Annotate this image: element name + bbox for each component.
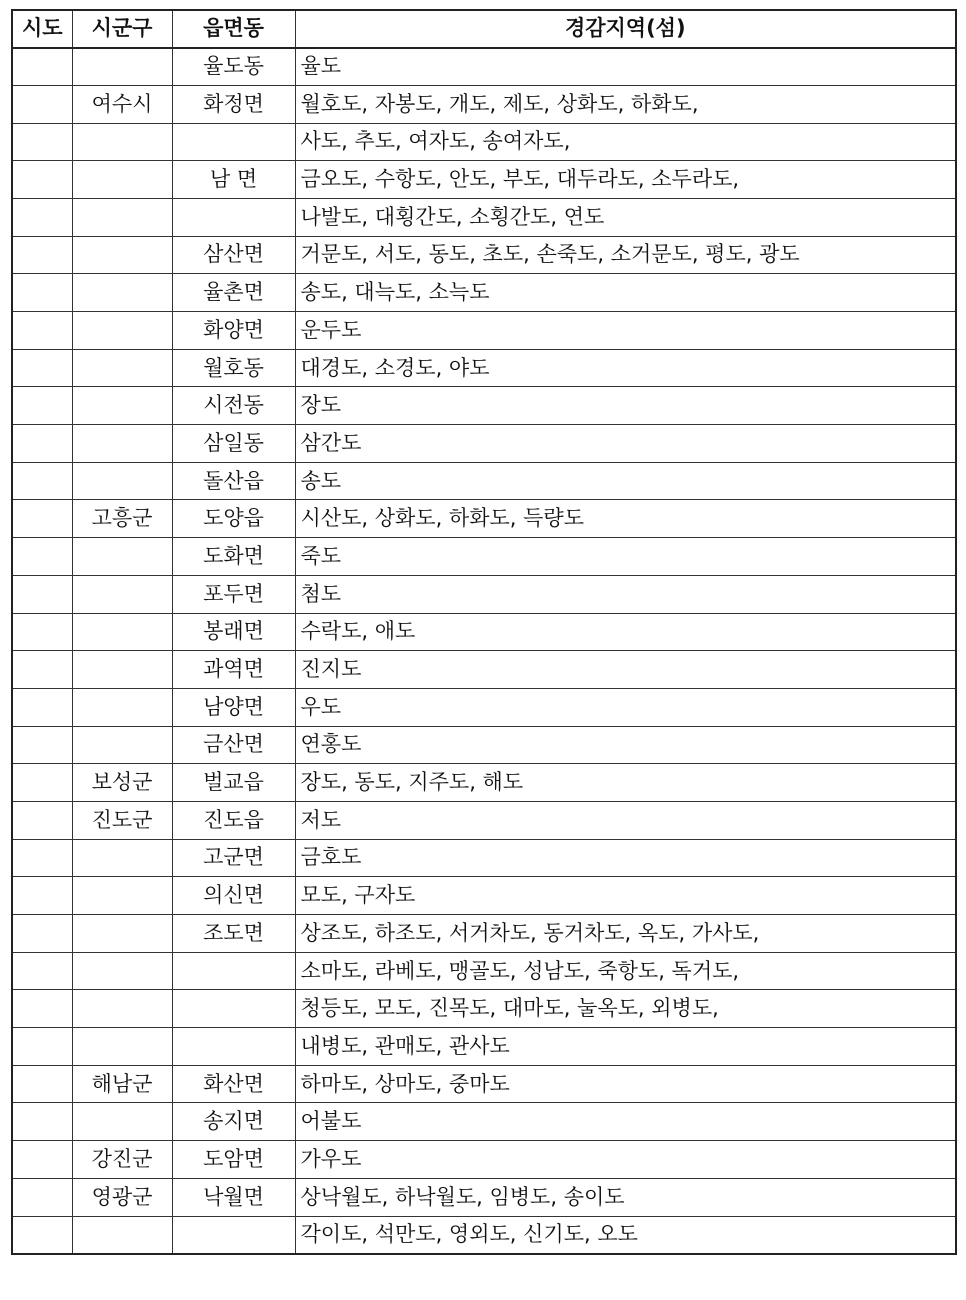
cell-sido bbox=[12, 1178, 72, 1216]
cell-sido bbox=[12, 349, 72, 387]
table-row bbox=[12, 915, 956, 953]
cell-eup: 도양읍 bbox=[172, 500, 295, 538]
cell-sigungu bbox=[72, 425, 172, 463]
table-row bbox=[12, 349, 956, 387]
cell-area: 율도 bbox=[295, 48, 956, 86]
cell-sido bbox=[12, 274, 72, 312]
cell-sigungu bbox=[72, 990, 172, 1028]
cell-eup: 남 면 bbox=[172, 161, 295, 199]
cell-eup: 낙월면 bbox=[172, 1178, 295, 1216]
table-body bbox=[12, 48, 956, 1254]
cell-eup: 의신면 bbox=[172, 877, 295, 915]
cell-eup: 남양면 bbox=[172, 688, 295, 726]
header-sido: 시도 bbox=[12, 10, 72, 48]
cell-sido bbox=[12, 839, 72, 877]
cell-sido bbox=[12, 312, 72, 350]
cell-area: 상조도, 하조도, 서거차도, 동거차도, 옥도, 가사도, bbox=[295, 915, 956, 953]
cell-sigungu bbox=[72, 161, 172, 199]
cell-area: 우도 bbox=[295, 688, 956, 726]
cell-eup: 포두면 bbox=[172, 575, 295, 613]
table-row bbox=[12, 990, 956, 1028]
cell-sigungu bbox=[72, 1216, 172, 1254]
table-row bbox=[12, 764, 956, 802]
cell-sido bbox=[12, 1103, 72, 1141]
cell-area: 송도 bbox=[295, 462, 956, 500]
cell-sigungu: 강진군 bbox=[72, 1141, 172, 1179]
cell-sigungu: 보성군 bbox=[72, 764, 172, 802]
cell-sido bbox=[12, 1141, 72, 1179]
cell-sigungu bbox=[72, 877, 172, 915]
table-row bbox=[12, 1178, 956, 1216]
table-row bbox=[12, 1028, 956, 1066]
table-row bbox=[12, 1065, 956, 1103]
cell-area: 내병도, 관매도, 관사도 bbox=[295, 1028, 956, 1066]
cell-area: 모도, 구자도 bbox=[295, 877, 956, 915]
cell-sido bbox=[12, 462, 72, 500]
cell-sigungu: 영광군 bbox=[72, 1178, 172, 1216]
cell-sigungu bbox=[72, 387, 172, 425]
table-header bbox=[12, 10, 956, 48]
cell-sido bbox=[12, 425, 72, 463]
cell-eup: 삼산면 bbox=[172, 236, 295, 274]
cell-sido bbox=[12, 764, 72, 802]
table-row bbox=[12, 236, 956, 274]
cell-area: 장도 bbox=[295, 387, 956, 425]
cell-sido bbox=[12, 161, 72, 199]
table-row bbox=[12, 312, 956, 350]
cell-sido bbox=[12, 1065, 72, 1103]
cell-eup: 도암면 bbox=[172, 1141, 295, 1179]
cell-eup: 진도읍 bbox=[172, 801, 295, 839]
cell-sigungu bbox=[72, 349, 172, 387]
cell-eup: 화산면 bbox=[172, 1065, 295, 1103]
table-row bbox=[12, 1103, 956, 1141]
cell-eup: 봉래면 bbox=[172, 613, 295, 651]
cell-eup: 조도면 bbox=[172, 915, 295, 953]
cell-area: 소마도, 라베도, 맹골도, 성남도, 죽항도, 독거도, bbox=[295, 952, 956, 990]
cell-sido bbox=[12, 726, 72, 764]
cell-sido bbox=[12, 613, 72, 651]
cell-eup: 화정면 bbox=[172, 85, 295, 123]
cell-sido bbox=[12, 651, 72, 689]
table-row bbox=[12, 198, 956, 236]
cell-area: 어불도 bbox=[295, 1103, 956, 1141]
cell-eup: 벌교읍 bbox=[172, 764, 295, 802]
cell-sido bbox=[12, 1216, 72, 1254]
cell-sido bbox=[12, 877, 72, 915]
table-row bbox=[12, 462, 956, 500]
cell-area: 대경도, 소경도, 야도 bbox=[295, 349, 956, 387]
cell-sido bbox=[12, 500, 72, 538]
cell-eup: 율도동 bbox=[172, 48, 295, 86]
header-eup: 읍면동 bbox=[172, 10, 295, 48]
cell-sigungu bbox=[72, 1103, 172, 1141]
cell-area: 운두도 bbox=[295, 312, 956, 350]
cell-area: 금오도, 수항도, 안도, 부도, 대두라도, 소두라도, bbox=[295, 161, 956, 199]
cell-sigungu bbox=[72, 915, 172, 953]
cell-eup: 월호동 bbox=[172, 349, 295, 387]
cell-eup: 돌산읍 bbox=[172, 462, 295, 500]
cell-area: 송도, 대늑도, 소늑도 bbox=[295, 274, 956, 312]
table-row bbox=[12, 952, 956, 990]
table-row bbox=[12, 1141, 956, 1179]
cell-sido bbox=[12, 688, 72, 726]
cell-sido bbox=[12, 538, 72, 576]
cell-sigungu: 진도군 bbox=[72, 801, 172, 839]
header-sigungu: 시군구 bbox=[72, 10, 172, 48]
cell-sido bbox=[12, 1028, 72, 1066]
cell-eup bbox=[172, 1216, 295, 1254]
cell-sigungu bbox=[72, 538, 172, 576]
cell-area: 상낙월도, 하낙월도, 임병도, 송이도 bbox=[295, 1178, 956, 1216]
cell-sigungu bbox=[72, 462, 172, 500]
cell-sido bbox=[12, 387, 72, 425]
cell-sido bbox=[12, 575, 72, 613]
cell-sigungu bbox=[72, 688, 172, 726]
cell-sido bbox=[12, 198, 72, 236]
cell-sigungu bbox=[72, 274, 172, 312]
cell-area: 청등도, 모도, 진목도, 대마도, 눌옥도, 외병도, bbox=[295, 990, 956, 1028]
cell-sigungu bbox=[72, 198, 172, 236]
cell-area: 진지도 bbox=[295, 651, 956, 689]
cell-sido bbox=[12, 123, 72, 161]
cell-sigungu bbox=[72, 839, 172, 877]
cell-area: 사도, 추도, 여자도, 송여자도, bbox=[295, 123, 956, 161]
cell-sido bbox=[12, 952, 72, 990]
cell-eup: 과역면 bbox=[172, 651, 295, 689]
cell-sido bbox=[12, 801, 72, 839]
cell-sido bbox=[12, 48, 72, 86]
table-row bbox=[12, 651, 956, 689]
cell-area: 하마도, 상마도, 중마도 bbox=[295, 1065, 956, 1103]
cell-area: 연홍도 bbox=[295, 726, 956, 764]
cell-area: 장도, 동도, 지주도, 해도 bbox=[295, 764, 956, 802]
cell-sigungu bbox=[72, 613, 172, 651]
table-row bbox=[12, 274, 956, 312]
cell-area: 월호도, 자봉도, 개도, 제도, 상화도, 하화도, bbox=[295, 85, 956, 123]
cell-sigungu: 고흥군 bbox=[72, 500, 172, 538]
island-region-table bbox=[11, 9, 957, 1255]
table-row bbox=[12, 425, 956, 463]
table-row bbox=[12, 688, 956, 726]
table-row bbox=[12, 123, 956, 161]
cell-area: 나발도, 대횡간도, 소횡간도, 연도 bbox=[295, 198, 956, 236]
cell-area: 죽도 bbox=[295, 538, 956, 576]
cell-eup: 화양면 bbox=[172, 312, 295, 350]
cell-eup: 도화면 bbox=[172, 538, 295, 576]
cell-eup: 율촌면 bbox=[172, 274, 295, 312]
table-row bbox=[12, 387, 956, 425]
cell-sigungu bbox=[72, 123, 172, 161]
cell-eup: 삼일동 bbox=[172, 425, 295, 463]
header-area: 경감지역(섬) bbox=[295, 10, 956, 48]
table-row bbox=[12, 161, 956, 199]
table-row bbox=[12, 48, 956, 86]
cell-sigungu bbox=[72, 1028, 172, 1066]
cell-sigungu bbox=[72, 726, 172, 764]
table-row bbox=[12, 575, 956, 613]
cell-sigungu bbox=[72, 575, 172, 613]
cell-eup: 고군면 bbox=[172, 839, 295, 877]
cell-area: 첨도 bbox=[295, 575, 956, 613]
cell-eup bbox=[172, 990, 295, 1028]
table-row bbox=[12, 613, 956, 651]
cell-sigungu bbox=[72, 236, 172, 274]
cell-eup: 송지면 bbox=[172, 1103, 295, 1141]
table-row bbox=[12, 839, 956, 877]
cell-area: 저도 bbox=[295, 801, 956, 839]
cell-sigungu bbox=[72, 952, 172, 990]
cell-area: 각이도, 석만도, 영외도, 신기도, 오도 bbox=[295, 1216, 956, 1254]
table-row bbox=[12, 85, 956, 123]
cell-sido bbox=[12, 990, 72, 1028]
table-row bbox=[12, 1216, 956, 1254]
cell-eup: 금산면 bbox=[172, 726, 295, 764]
cell-eup bbox=[172, 198, 295, 236]
table-row bbox=[12, 877, 956, 915]
cell-area: 금호도 bbox=[295, 839, 956, 877]
table-row bbox=[12, 500, 956, 538]
cell-area: 시산도, 상화도, 하화도, 득량도 bbox=[295, 500, 956, 538]
cell-area: 거문도, 서도, 동도, 초도, 손죽도, 소거문도, 평도, 광도 bbox=[295, 236, 956, 274]
cell-sigungu bbox=[72, 651, 172, 689]
cell-eup bbox=[172, 1028, 295, 1066]
cell-area: 가우도 bbox=[295, 1141, 956, 1179]
cell-eup bbox=[172, 952, 295, 990]
cell-area: 수락도, 애도 bbox=[295, 613, 956, 651]
cell-sido bbox=[12, 85, 72, 123]
cell-sigungu bbox=[72, 312, 172, 350]
cell-sido bbox=[12, 236, 72, 274]
table-row bbox=[12, 801, 956, 839]
cell-sido bbox=[12, 915, 72, 953]
cell-sigungu: 여수시 bbox=[72, 85, 172, 123]
cell-eup bbox=[172, 123, 295, 161]
cell-sigungu bbox=[72, 48, 172, 86]
header-row bbox=[12, 10, 956, 48]
cell-eup: 시전동 bbox=[172, 387, 295, 425]
cell-sigungu: 해남군 bbox=[72, 1065, 172, 1103]
cell-area: 삼간도 bbox=[295, 425, 956, 463]
table-row bbox=[12, 538, 956, 576]
table-row bbox=[12, 726, 956, 764]
